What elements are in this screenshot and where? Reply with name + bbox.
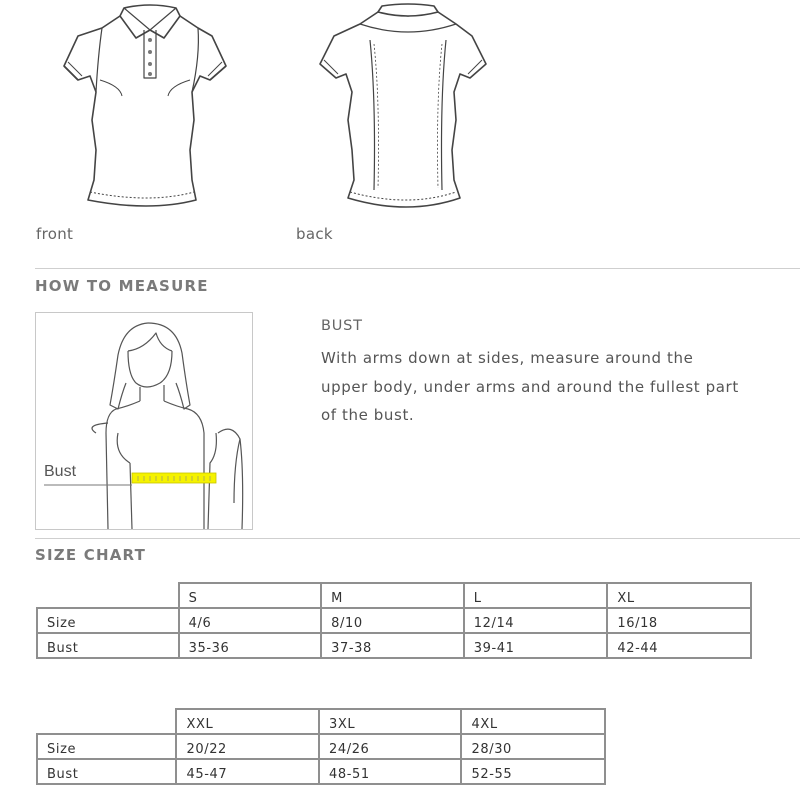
table-header-row	[37, 583, 751, 608]
table-row	[37, 734, 605, 759]
bust-heading: BUST	[321, 318, 363, 334]
table-row	[37, 633, 751, 658]
table-row	[37, 608, 751, 633]
row-label: Bust	[37, 633, 179, 658]
instruction-line: of the bust.	[321, 406, 415, 424]
woman-bust-illustration	[36, 313, 252, 529]
table-cell: 8/10	[321, 608, 464, 633]
size-table-2	[36, 708, 606, 785]
table-cell: 20/22	[176, 734, 319, 759]
row-label: Size	[37, 608, 179, 633]
size-header: M	[321, 583, 464, 608]
size-header: 4XL	[461, 709, 605, 734]
shirt-back-illustration	[298, 0, 508, 220]
table-cell: 16/18	[607, 608, 751, 633]
table-cell: 39-41	[464, 633, 608, 658]
table-cell: 35-36	[179, 633, 322, 658]
table-cell: 42-44	[607, 633, 751, 658]
size-header: S	[179, 583, 322, 608]
table-cell: 52-55	[461, 759, 605, 784]
table-row	[37, 759, 605, 784]
table-cell: 24/26	[319, 734, 462, 759]
table-cell: 28/30	[461, 734, 605, 759]
table-cell: 12/14	[464, 608, 608, 633]
row-label: Size	[37, 734, 176, 759]
back-label: back	[296, 225, 333, 243]
instruction-line: With arms down at sides, measure around the	[321, 349, 694, 367]
size-chart-title: SIZE CHART	[35, 546, 147, 564]
table-cell: 45-47	[176, 759, 319, 784]
table-cell: 37-38	[321, 633, 464, 658]
bust-figure-label: Bust	[44, 463, 77, 480]
shirt-front-illustration	[40, 0, 250, 220]
table-corner	[37, 583, 179, 608]
divider	[35, 538, 800, 539]
size-header: 3XL	[319, 709, 462, 734]
bust-measure-figure	[35, 312, 253, 530]
size-table-1	[36, 582, 752, 659]
how-to-measure-title: HOW TO MEASURE	[35, 277, 209, 295]
table-corner	[37, 709, 176, 734]
divider	[35, 268, 800, 269]
front-label: front	[36, 225, 74, 243]
table-cell: 4/6	[179, 608, 322, 633]
size-header: XXL	[176, 709, 319, 734]
row-label: Bust	[37, 759, 176, 784]
table-cell: 48-51	[319, 759, 462, 784]
table-header-row	[37, 709, 605, 734]
size-header: XL	[607, 583, 751, 608]
size-header: L	[464, 583, 608, 608]
bust-instructions	[321, 344, 771, 430]
instruction-line: upper body, under arms and around the fullest part	[321, 377, 739, 396]
